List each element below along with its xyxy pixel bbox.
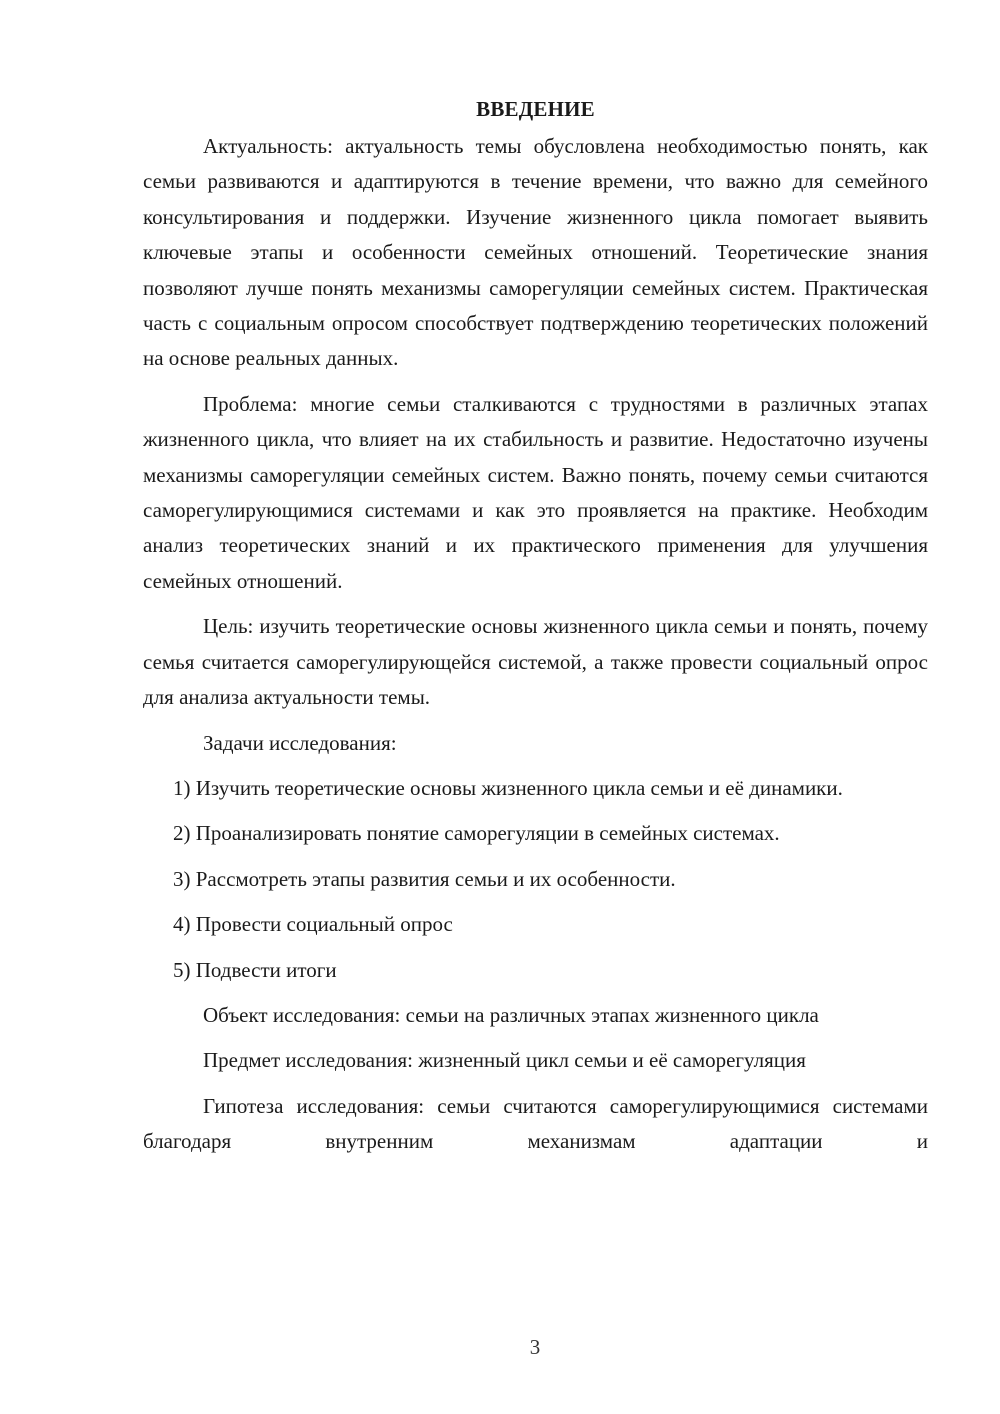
paragraph-subject: Предмет исследования: жизненный цикл семьи и её саморегуляция: [203, 1048, 806, 1073]
paragraph-hypothesis: Гипотеза исследования: семьи считаются саморегулирующимися системами благодаря внутренним механизмам адаптации и: [143, 1093, 928, 1154]
task-item-3: 3) Рассмотреть этапы развития семьи и их особенности.: [173, 866, 676, 891]
paragraph-problem: Проблема: многие семьи сталкиваются с трудностями в различных этапах жизненного цикла, что влияет на их стабильность и развитие. Недостаточно изучены механизмы саморегуляции семейных систем. Важно понять, почему семьи считаются саморегулирующимися системами и как это проявляется на практике. Необходим анализ теоретических знаний и их практического применения для улучшения семейных отношений.: [143, 391, 928, 593]
tasks-heading: Задачи исследования:: [203, 730, 397, 755]
paragraph-goal: Цель: изучить теоретические основы жизненного цикла семьи и понять, почему семья считается саморегулирующейся системой, а также провести социальный опрос для анализа актуальности темы.: [143, 614, 928, 710]
task-item-1: 1) Изучить теоретические основы жизненного цикла семьи и её динамики.: [173, 775, 843, 800]
task-item-4: 4) Провести социальный опрос: [173, 912, 453, 937]
paragraph-object: Объект исследования: семьи на различных этапах жизненного цикла: [203, 1002, 819, 1027]
page-number: 3: [529, 1335, 541, 1359]
section-title: ВВЕДЕНИЕ: [476, 97, 595, 121]
document-page: [143, 92, 928, 1170]
task-item-2: 2) Проанализировать понятие саморегуляции в семейных системах.: [173, 821, 780, 846]
paragraph-relevance: Актуальность: актуальность темы обусловлена необходимостью понять, как семьи развиваются и адаптируются в течение времени, что важно для семейного консультирования и поддержки. Изучение жизненного цикла помогает выявить ключевые этапы и особенности семейных отношений. Теоретические знания позволяют лучше понять механизмы саморегуляции семейных систем. Практическая часть с социальным опросом способствует подтверждению теоретических положений на основе реальных данных.: [143, 134, 928, 371]
task-item-5: 5) Подвести итоги: [173, 957, 337, 982]
